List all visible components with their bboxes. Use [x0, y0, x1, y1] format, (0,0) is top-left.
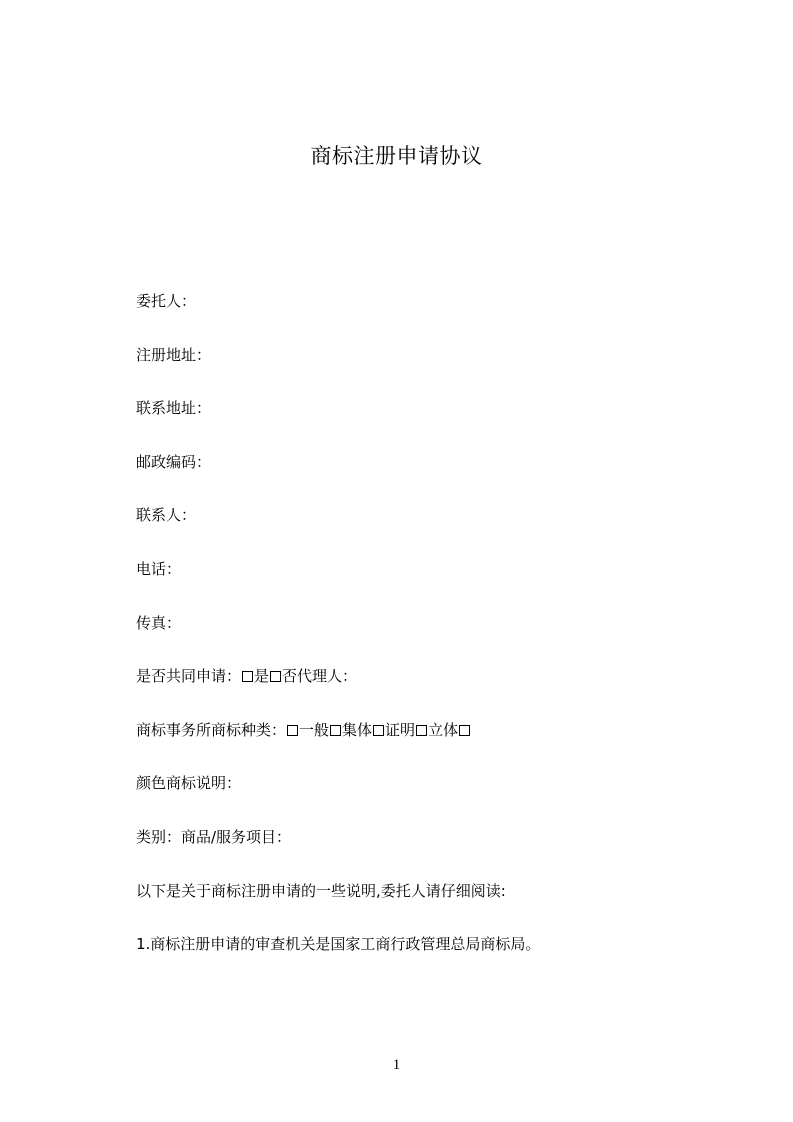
notice-intro: 以下是关于商标注册申请的一些说明,委托人请仔细阅读:: [136, 881, 506, 900]
field-postal-code: 邮政编码：: [136, 452, 212, 471]
document-body: [136, 288, 696, 985]
field-contact-person: 联系人：: [136, 506, 197, 525]
checkbox-general[interactable]: [287, 725, 298, 736]
checkbox-yes[interactable]: [242, 671, 253, 682]
trademark-type-label: 商标事务所商标种类：: [136, 720, 287, 739]
field-registered-address: 注册地址：: [136, 345, 212, 364]
field-trademark-type: [136, 717, 696, 743]
field-fax: 传真：: [136, 613, 182, 632]
field-joint-application: [136, 663, 696, 689]
checkbox-no[interactable]: [270, 671, 281, 682]
option-certification-label: 证明: [385, 720, 416, 739]
field-phone: 电话：: [136, 559, 182, 578]
checkbox-certification[interactable]: [373, 725, 384, 736]
checkbox-trailing[interactable]: [459, 725, 470, 736]
option-no-label: 否代理人：: [282, 667, 358, 686]
joint-application-label: 是否共同申请：: [136, 667, 242, 686]
field-color-trademark-desc: 颜色商标说明：: [136, 774, 242, 793]
document-title: 商标注册申请协议: [310, 144, 483, 168]
option-general-label: 一般: [299, 720, 330, 739]
checkbox-collective[interactable]: [330, 725, 341, 736]
field-contact-address: 联系地址：: [136, 399, 212, 418]
option-collective-label: 集体: [342, 720, 373, 739]
checkbox-3d[interactable]: [416, 725, 427, 736]
page-number: 1: [392, 1057, 401, 1073]
option-3d-label: 立体: [428, 720, 459, 739]
notice-item-1: 1.商标注册申请的审查机关是国家工商行政管理总局商标局。: [136, 935, 541, 954]
field-class-items: 类别：商品/服务项目：: [136, 827, 292, 846]
option-yes-label: 是: [254, 667, 270, 686]
field-entrusting-party: 委托人：: [136, 292, 197, 310]
